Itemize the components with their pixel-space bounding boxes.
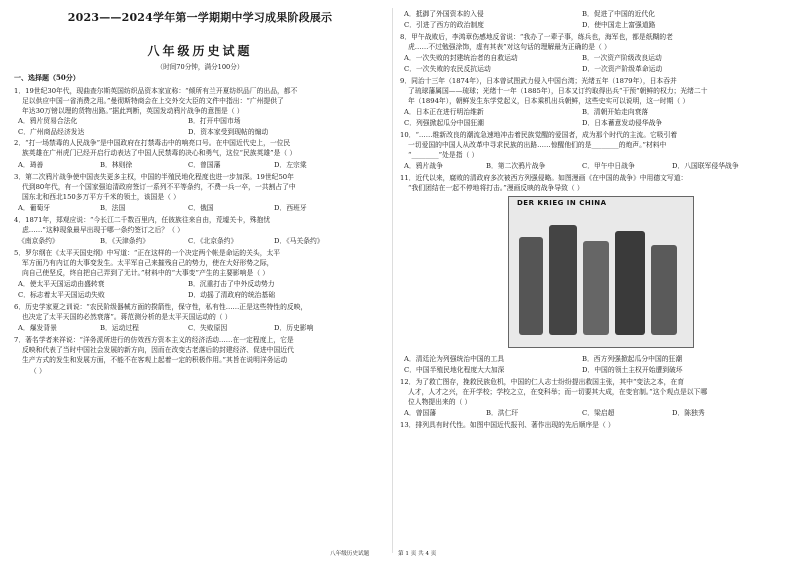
question-line: 国东北和西北150多万平方千米的领土，该国是（ ） [22, 193, 180, 201]
option: D．动摇了清政府的统治基础 [188, 291, 276, 299]
question-line: 也决定了太平天国的必然衰落”。蒋范测分析的是太平天国运动的（ ） [22, 313, 232, 321]
option: C．中国半殖民地化程度大大加深 [404, 366, 505, 374]
option: 《南京条约》 [18, 237, 59, 245]
option: A．葡萄牙 [18, 204, 51, 212]
option: C．列强掀起瓜分中国狂潮 [404, 119, 484, 127]
question-line: 代到80年代，有一个国家强迫清政府签订一系列不平等条约，不费一兵一卒，一共割占了中 [22, 183, 296, 191]
question-line: 了琉球藩属国——琉球；光绪十一年（1885年），日本又订约取得出兵“干预”朝鲜的权力；光绪二十 [408, 87, 708, 95]
option: D．资本家受到现帖的煽动 [188, 128, 269, 136]
option: B．清朝开始走向衰落 [582, 108, 649, 116]
option: A．使太平天国运动由盛转衰 [18, 280, 105, 288]
question-line: 13．排列具有时代性。如图中国近代报刊、著作出现的先后顺序是（ ） [400, 421, 615, 429]
option: A．琦善 [18, 161, 44, 169]
question-line: 7．著名学者来祥说：“洋务派所进行的仿效西方资本主义的经济活动……在一定程度上，它是 [14, 336, 294, 344]
footer-page-number: 第 1 页 共 4 页 [398, 551, 437, 557]
option: B．林则徐 [100, 161, 133, 169]
option: A．日本正在进行明治维新 [404, 108, 484, 116]
option: B．沉重打击了中外反动势力 [188, 280, 275, 288]
question-line: 位人物提出来的（ ） [408, 398, 472, 406]
option: C．曾国藩 [188, 161, 221, 169]
question-line: 12．为了救亡图存，挽救民族危机，中国的仁人志士纷纷提出救国主张，其中“变法之本，在育 [400, 378, 684, 386]
cartoon-figure [519, 237, 543, 335]
option: B．一次资产阶级改良运动 [582, 54, 662, 62]
option: B．打开中国市场 [188, 117, 241, 125]
exam-title: 2023——2024学年第一学期期中学习成果阶段展示 [67, 11, 333, 24]
question-line: 1．19世纪30年代，现曲查尔斯英国纺织品资本家宣称：“倾所有兰开夏纺织品厂的出品，都不 [14, 87, 298, 95]
option: C．俄国 [188, 204, 214, 212]
question-line: 6．历史学家夏之训说：“农民阶级器械方面的揆箭性，保守性，私有性……正是这些特性的反映， [14, 303, 308, 311]
question-line: 年达30万镑以理的货物出路。”据此判断，英国发动鸦片战争的意图是（ ） [22, 107, 244, 115]
option: D．日本蓄意发动侵华战争 [582, 119, 663, 127]
option: A．爆发背景 [18, 324, 57, 332]
cartoon-figure [549, 225, 577, 335]
cartoon-figure [615, 231, 645, 335]
option: A．一次失败的封建统治者的自救运动 [404, 54, 518, 62]
option: D．中国的领土主权开始遭到破坏 [582, 366, 683, 374]
question-line: 10．“……维新改良的潮流急速地冲击着民族觉醒的爱国者，成为那个时代的主流。它吸引着 [400, 131, 678, 139]
option: D．左宗棠 [274, 161, 307, 169]
option: B．洪仁玕 [486, 409, 519, 417]
question-line: 9．同治十三年（1874年），日本曾试图武力侵入中国台湾；光绪五年（1879年），日本吞并 [400, 77, 677, 85]
question-line: 族英雄在广州虎门已经开启行动表达了中国人民禁毒的决心和勇气，这位“民族英雄”是（ ） [22, 149, 297, 157]
question-line: 5．罗尔纲在《太平天国史纲》中写道：“正在这样的一个决定两个帐是命运的关头，太平 [14, 249, 281, 257]
question-line: 虑……”这种现象最早出现于哪一条约签订之后？（ ） [22, 226, 184, 234]
question-line: 一切爱国的中国人从改革中寻求民族的出路……惊醒他们的是________的炮声。”材料中 [408, 141, 667, 149]
option: D．八国联军侵华战争 [672, 162, 739, 170]
question-line: （ ） [30, 367, 46, 375]
option: C．《北京条约》 [188, 237, 238, 245]
question-line: 11．近代以来，腐败的清政府多次被西方列强侵略。如图漫画《在中国的战争》中用德文写道： [400, 174, 688, 182]
option: C．一次失败的农民反抗运动 [404, 65, 491, 73]
option: A．清廷沦为列强统治中国的工具 [404, 355, 505, 363]
option: A．鸦片贸易合法化 [18, 117, 78, 125]
question-line: 人才，人才之兴，在开学校；学校之立，在变科举；而一切要其大成，在变官制。”这个观点是以下哪 [408, 388, 708, 396]
option: D．西班牙 [274, 204, 307, 212]
question-line: 向自己使坚反，终自把自己弄到了无计。”材料中的“大事变”产生的主要影响是（ ） [22, 269, 270, 277]
option: C．梁启超 [582, 409, 615, 417]
option: D．《马关条约》 [274, 237, 324, 245]
question-line: 3．第二次鸦片战争使中国丧失更多主权，中国的半殖民地化程度也进一步加深。19世纪50年 [14, 173, 294, 181]
option: A．曾国藩 [404, 409, 437, 417]
option: D．历史影响 [274, 324, 314, 332]
option: D．使中国走上富强道路 [582, 21, 656, 29]
column-divider [392, 8, 393, 553]
option: D．陈独秀 [672, 409, 705, 417]
option: C．广州商品经济发达 [18, 128, 85, 136]
question-line: 足以供应中国一省消费之用。”曼彻斯特商会在上交外交大臣的文件中指出：“广州提供了 [22, 97, 284, 105]
exam-meta: （时间70分钟，满分100分） [156, 63, 244, 71]
option: C．甲午中日战争 [582, 162, 635, 170]
option: B．《天津条约》 [100, 237, 150, 245]
footer-subject: 八年级历史试题 [330, 551, 370, 557]
option: B．第二次鸦片战争 [486, 162, 546, 170]
question-line: 虎……不过勉强涂饰，虚有其表”对这句话的理解最为正确的是（ ） [408, 43, 611, 51]
option: C．失败原因 [188, 324, 228, 332]
option: B．西方列强掀起瓜分中国的狂潮 [582, 355, 683, 363]
question-line: 反映和代表了当时中国社会发展的新方向，因而在改变古老落后的封建经济、促进中国近代 [22, 346, 294, 354]
option: D．一次资产阶级革命运动 [582, 65, 663, 73]
cartoon-figure [651, 245, 677, 335]
cartoon-figure [583, 241, 609, 335]
exam-subtitle: 八年级历史试题 [147, 44, 253, 58]
option: C．标志着太平天国运动失败 [18, 291, 105, 299]
question-line: “我们团结在一起不停地将打击。”漫画反映的战争导致（ ） [408, 184, 584, 192]
question-line: 4．1871年，郑观应说：“今长江二千数百里内，任彼族往来自由，荒墟关卡，殊抱忧 [14, 216, 271, 224]
cartoon-caption: DER KRIEG IN CHINA [517, 199, 607, 207]
question-line: 2．“打一场禁毒的人民战争”是中国政府在打禁毒击中的响亮口号。在中国近代史上，一位民 [14, 139, 291, 147]
section-heading: 一、选择题（50分） [14, 73, 80, 82]
question-line: 生产方式的发生和发展方面，不能不在客观上起着一定的积极作用。”其旨在说明洋务运动 [22, 356, 288, 364]
option: A．抵御了外国资本的入侵 [404, 10, 484, 18]
question-line: 8．甲午战败后，李鸿章伤感地反省说：“我办了一辈子事，练兵也，海军也，都是纸糊的老 [400, 33, 673, 41]
option: C．引进了西方的政治制度 [404, 21, 484, 29]
question-line: 军方面乃有内讧的大事变发生。太平军自己来摧残自己的势力，使在大好形势之际， [22, 259, 274, 267]
question-line: “________”处是指（ ） [408, 151, 479, 159]
option: A．鸦片战争 [404, 162, 443, 170]
question-line: 年（1894年），朝鲜发生东学党起义，日本乘机出兵朝鲜，这些史实可以说明，这一时期（ ） [408, 97, 690, 105]
option: B．运动过程 [100, 324, 139, 332]
option: B．法国 [100, 204, 126, 212]
option: B．促进了中国的近代化 [582, 10, 655, 18]
war-cartoon-image [508, 196, 694, 348]
